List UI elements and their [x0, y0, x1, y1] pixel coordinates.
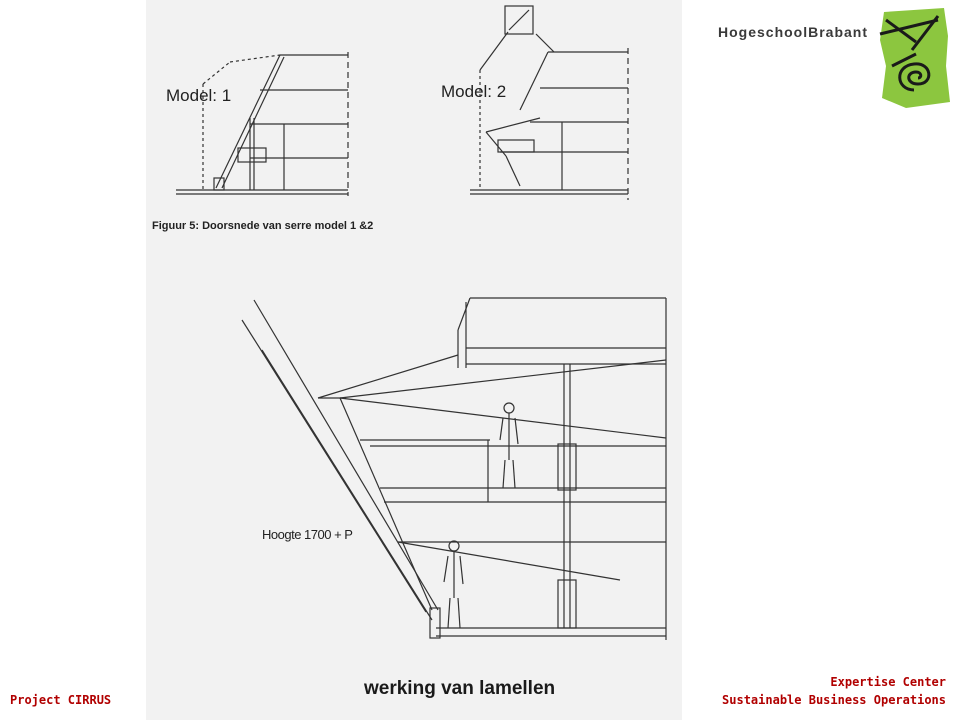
model-1-label: Model: 1	[166, 86, 232, 105]
project-name: Project CIRRUS	[10, 693, 112, 707]
figure-caption: Figuur 5: Doorsnede van serre model 1 &2	[152, 220, 374, 232]
person-figure-lower	[444, 541, 463, 628]
drawing-title: werking van lamellen	[364, 678, 556, 699]
model-1-section-drawing	[176, 52, 348, 196]
brand-name: HogeschoolBrabant	[718, 24, 869, 40]
hogeschool-brabant-logo	[876, 6, 952, 110]
height-annotation: Hoogte 1700 + P	[262, 527, 353, 542]
expertise-center-subtitle: Sustainable Business Operations	[722, 693, 946, 707]
model-2-label: Model: 2	[441, 82, 507, 101]
model-2-section-drawing	[470, 6, 628, 200]
expertise-center-line: Expertise Center	[830, 675, 946, 689]
